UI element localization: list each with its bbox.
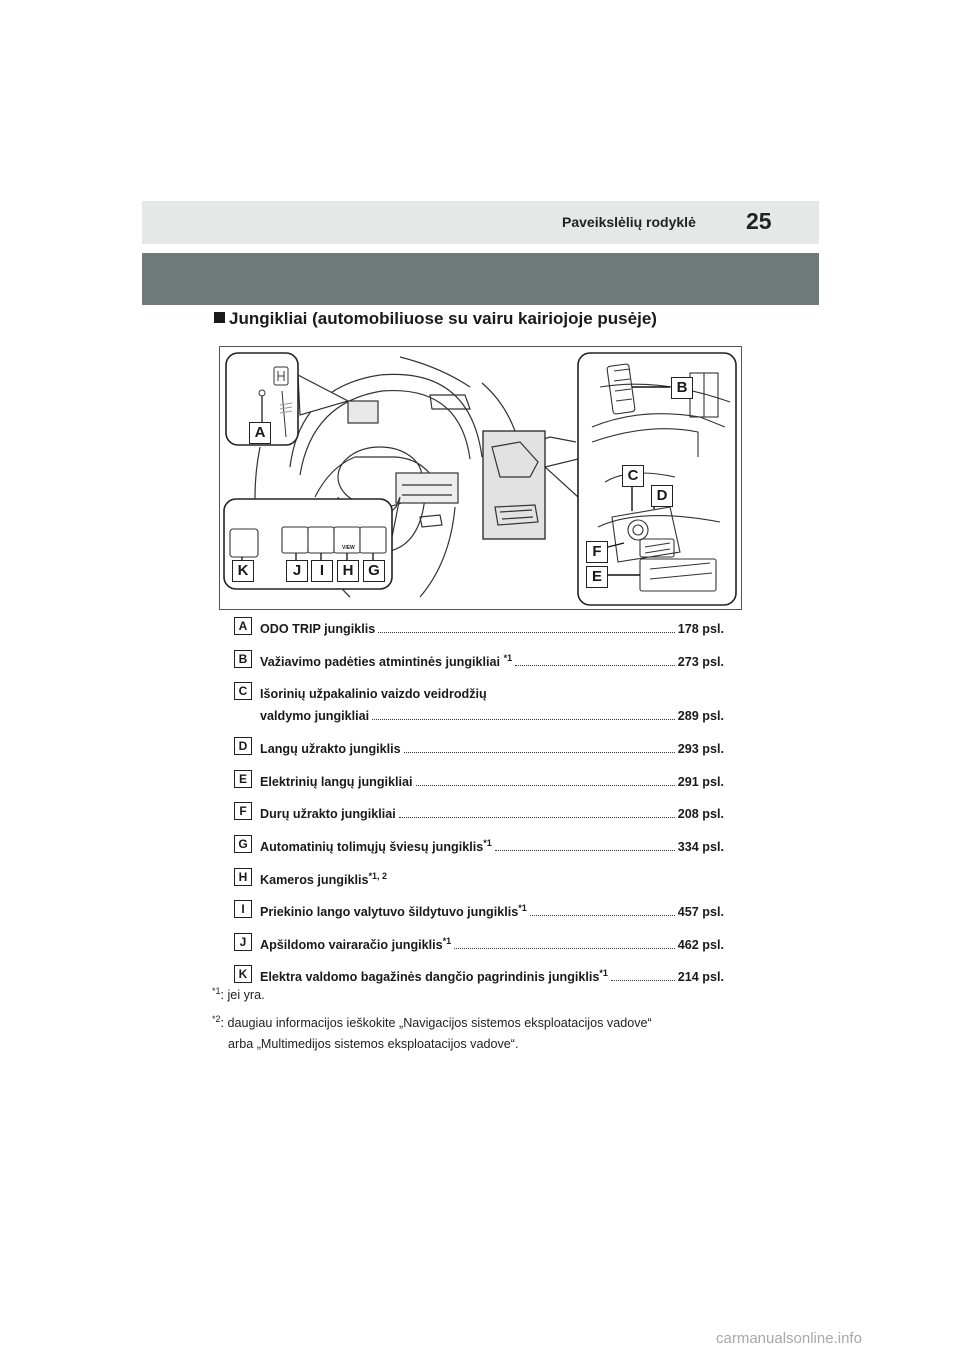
list-item <box>234 737 724 770</box>
item-label: Važiavimo padėties atmintinės jungikliai <box>260 654 504 669</box>
list-item <box>234 802 724 835</box>
item-label: valdymo jungikliai <box>260 709 370 724</box>
switch-list <box>234 617 724 998</box>
item-footnote-mark: *1 <box>599 968 608 979</box>
callout-g: G <box>363 560 385 582</box>
list-item <box>234 868 724 901</box>
page-number: 25 <box>746 208 772 234</box>
footnote-text-line2: arba „Multimedijos sistemos eksploatacijos vadove“. <box>228 1037 519 1051</box>
item-page: 293 psl. <box>677 742 724 757</box>
item-page: 273 psl. <box>677 654 724 669</box>
footnote-text: : jei yra. <box>220 988 265 1002</box>
item-label: Langų užrakto jungiklis <box>260 742 401 757</box>
item-page: 334 psl. <box>677 839 724 854</box>
item-page: 457 psl. <box>677 905 724 920</box>
list-item <box>234 617 724 650</box>
item-label-line1: Išorinių užpakalinio vaizdo veidrodžių <box>260 687 487 702</box>
callout-d: D <box>651 485 673 507</box>
footnote-mark: *2 <box>212 1014 221 1024</box>
item-footnote-mark: *1 <box>503 652 513 663</box>
item-footnote-mark: *1 <box>518 903 527 914</box>
item-key: J <box>234 933 252 951</box>
section-title: Paveikslėlių rodyklė <box>562 214 696 230</box>
switches-illustration <box>219 346 742 610</box>
item-page: 178 psl. <box>677 622 724 636</box>
footnote-text: : daugiau informacijos ieškokite „Navigacijos sistemos eksploatacijos vadove“ <box>220 1016 652 1030</box>
list-item <box>234 682 724 737</box>
item-key: H <box>234 868 252 886</box>
item-footnote-mark: *1 <box>442 935 452 946</box>
item-label: Durų užrakto jungikliai <box>260 807 396 822</box>
item-key: E <box>234 770 252 788</box>
list-item <box>234 835 724 868</box>
item-label: Elektra valdomo bagažinės dangčio pagrindinis jungiklis <box>260 970 600 985</box>
item-key: G <box>234 835 252 853</box>
item-footnote-mark: *1 <box>483 837 492 848</box>
callout-f: F <box>586 541 608 563</box>
item-label: Elektrinių langų jungikliai <box>260 774 413 789</box>
item-label: Apšildomo vairaračio jungiklis <box>260 937 443 952</box>
callout-h: H <box>337 560 359 582</box>
callout-b: B <box>671 377 693 399</box>
item-label: Automatinių tolimųjų šviesų jungiklis <box>260 839 484 854</box>
item-key: A <box>234 617 252 635</box>
callout-k: K <box>232 560 254 582</box>
callout-a: A <box>249 422 271 444</box>
item-key: F <box>234 802 252 820</box>
item-page: 289 psl. <box>677 709 724 724</box>
footnote-2 <box>212 1013 752 1055</box>
dark-band <box>142 253 819 305</box>
footnote-mark: *1 <box>212 986 221 996</box>
item-page: 291 psl. <box>677 774 724 789</box>
item-key: I <box>234 900 252 918</box>
square-bullet-icon <box>214 312 225 323</box>
item-page: 208 psl. <box>677 807 724 822</box>
item-key: B <box>234 650 252 668</box>
item-label: ODO TRIP jungiklis <box>260 622 376 636</box>
footnote-1 <box>212 988 265 1002</box>
callout-j: J <box>286 560 308 582</box>
section-heading: Jungikliai (automobiliuose su vairu kairiojoje pusėje) <box>214 309 657 329</box>
item-key: K <box>234 965 252 983</box>
item-page: 462 psl. <box>677 937 724 952</box>
inset-a <box>226 353 348 445</box>
callout-c: C <box>622 465 644 487</box>
callout-i: I <box>311 560 333 582</box>
list-item <box>234 933 724 966</box>
item-label: Kameros jungiklis <box>260 872 369 887</box>
callout-e: E <box>586 566 608 588</box>
item-key: D <box>234 737 252 755</box>
item-footnote-mark: *1, 2 <box>368 870 387 881</box>
list-item <box>234 770 724 803</box>
item-label: Priekinio lango valytuvo šildytuvo jungiklis <box>260 905 519 920</box>
list-item <box>234 650 724 683</box>
item-key: C <box>234 682 252 700</box>
item-page: 214 psl. <box>677 970 724 985</box>
view-button-label: VIEW <box>342 545 355 551</box>
list-item <box>234 965 724 998</box>
header-bar <box>142 201 819 244</box>
list-item <box>234 900 724 933</box>
watermark: carmanualsonline.info <box>716 1330 862 1347</box>
